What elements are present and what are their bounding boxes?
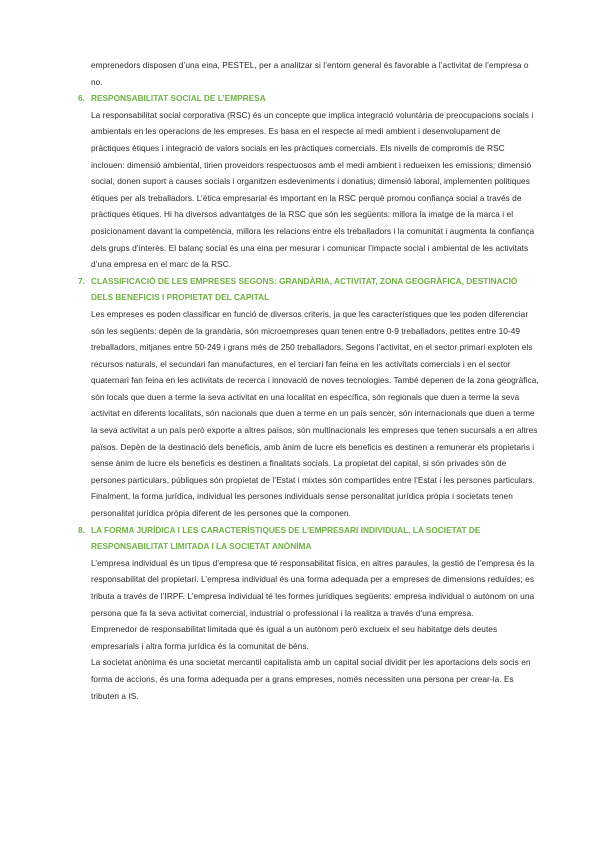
section-7 xyxy=(78,273,540,522)
section-paragraph: Emprenedor de responsabilitat limitada que és igual a un autònom però exclueix el seu habitatge dels deutes empresarials i altra forma jurídica és la comunitat de béns. xyxy=(91,624,498,651)
section-title: CLASSIFICACIÓ DE LES EMPRESES SEGONS: GRANDÀRIA, ACTIVITAT, ZONA GEOGRÀFICA, DESTINACIÓ DELS BENEFICIS I PROPIETAT DEL CAPITAL xyxy=(91,275,518,303)
section-heading xyxy=(78,273,540,306)
section-heading xyxy=(78,90,540,107)
section-heading xyxy=(78,522,540,555)
section-number: 7. xyxy=(78,275,85,286)
intro-paragraph: emprenedors disposen d’una eina, PESTEL, per a analitzar si l’entorn general és favorable a l’activitat de l’empresa o no. xyxy=(91,60,529,87)
section-number: 6. xyxy=(78,93,85,104)
section-number: 8. xyxy=(78,524,85,535)
section-6 xyxy=(78,90,540,273)
section-paragraph: L’empresa individual és un tipus d’empresa que té responsabilitat física, en altres paraules, la gestió de l’empresa és la responsabilitat del propietari. L’empresa individual és una forma adequada per a empreses de dimensions reduïdes; es tributa a través de l’IRPF. L’empresa individual té les formes jurídiques següents: empresa individual o autònom on una persona que fa la seva activitat comercial, industrial o professional i la realitza a través d’una empresa. xyxy=(91,557,535,618)
section-title: LA FORMA JURÍDICA I LES CARACTERÍSTIQUES DE L’EMPRESARI INDIVIDUAL, LA SOCIETAT DE RESPONSABILITAT LIMITADA I LA SOCIETAT ANÒNIMA xyxy=(91,524,481,552)
section-paragraph: Les empreses es poden classificar en funció de diversos criteris, ja que les característiques que les poden diferenciar són les següents: depèn de la grandària, són microempreses quan tenen entre 0-9 treballadors, petites entre 10-49 treballadors, mitjanes entre 50-249 i grans més de 250 treballadors. Segons l’activitat, en el sector primari exploten els recursos naturals, el secundari fan manufactures, en el terciari fan feina en les activitats comercials i en el sector quaternari fan feina en les activitats de recerca i innovació de noves tecnologies. També depenen de la zona geogràfica, són locals que duen a terme la seva activitat en una localitat en específica, són regionals que duen a terme la seva activitat en diferents localitats, són nacionals que duen a terme en un país sencer, són internacionals que duen a terme la seva activitat a un país però exporte a altres països, són multinacionals les empreses que tenen sucursals a en altres països. Depèn de la destinació dels beneficis, amb ànim de lucre els beneficis es destinen a remunerar els propietaris i sense ànim de lucre els beneficis es destinen a finalitats socials. La propietat del capital, si són privades són de persones particulars, públiques són propietat de l’Estat i mixtes són compartides entre l’Estat i les persones particulars. Finalment, la forma jurídica, individual les persones individuals sense personalitat jurídica pròpia i societats tenen personalitat jurídica pròpia diferent de les persones que la componen. xyxy=(91,308,539,519)
section-8 xyxy=(78,522,540,705)
section-paragraph: La responsabilitat social corporativa (RSC) és un concepte que implica integració voluntària de preocupacions socials i ambientals en les operacions de les empreses. Es basa en el respecte al medi ambient i desenvolupament de pràctiques ètiques i integració de valors socials en les pràctiques comercials. Els nivells de compromís de RSC inclouen: dimensió ambiental, tirien proveidors respectuosos amb el medi ambient i redueixen les emissions; dimensió social, donen suport a causes socials i organitzen esdeveniments i donatius; dimensió laboral, implementen politiques ètiques per als treballadors. L’ètica empresarial és important en la RSC perquè promou confiança social a través de pràctiques ètiques. Hi ha diversos advantatges de la RSC que són les següents: millora la imatge de la marca i el posicionament davant la competència, millora les relacions entre els treballadors i la comunitat i augmenta la confiança dels grups d’interès. El balanç social és una eina per mesurar i comunicar l’impacte social i ambiental de les activitats d’una empresa en el marc de la RSC. xyxy=(91,109,535,270)
section-title: RESPONSABILITAT SOCIAL DE L’EMPRESA xyxy=(91,93,266,104)
section-paragraph: La societat anònima és una societat mercantil capitalista amb un capital social dividit per les aportacions dels socis en forma de accions, és una forma adequada per a grans empreses, només necessiten una persona per crear-la. Es tributen a IS. xyxy=(91,657,531,701)
